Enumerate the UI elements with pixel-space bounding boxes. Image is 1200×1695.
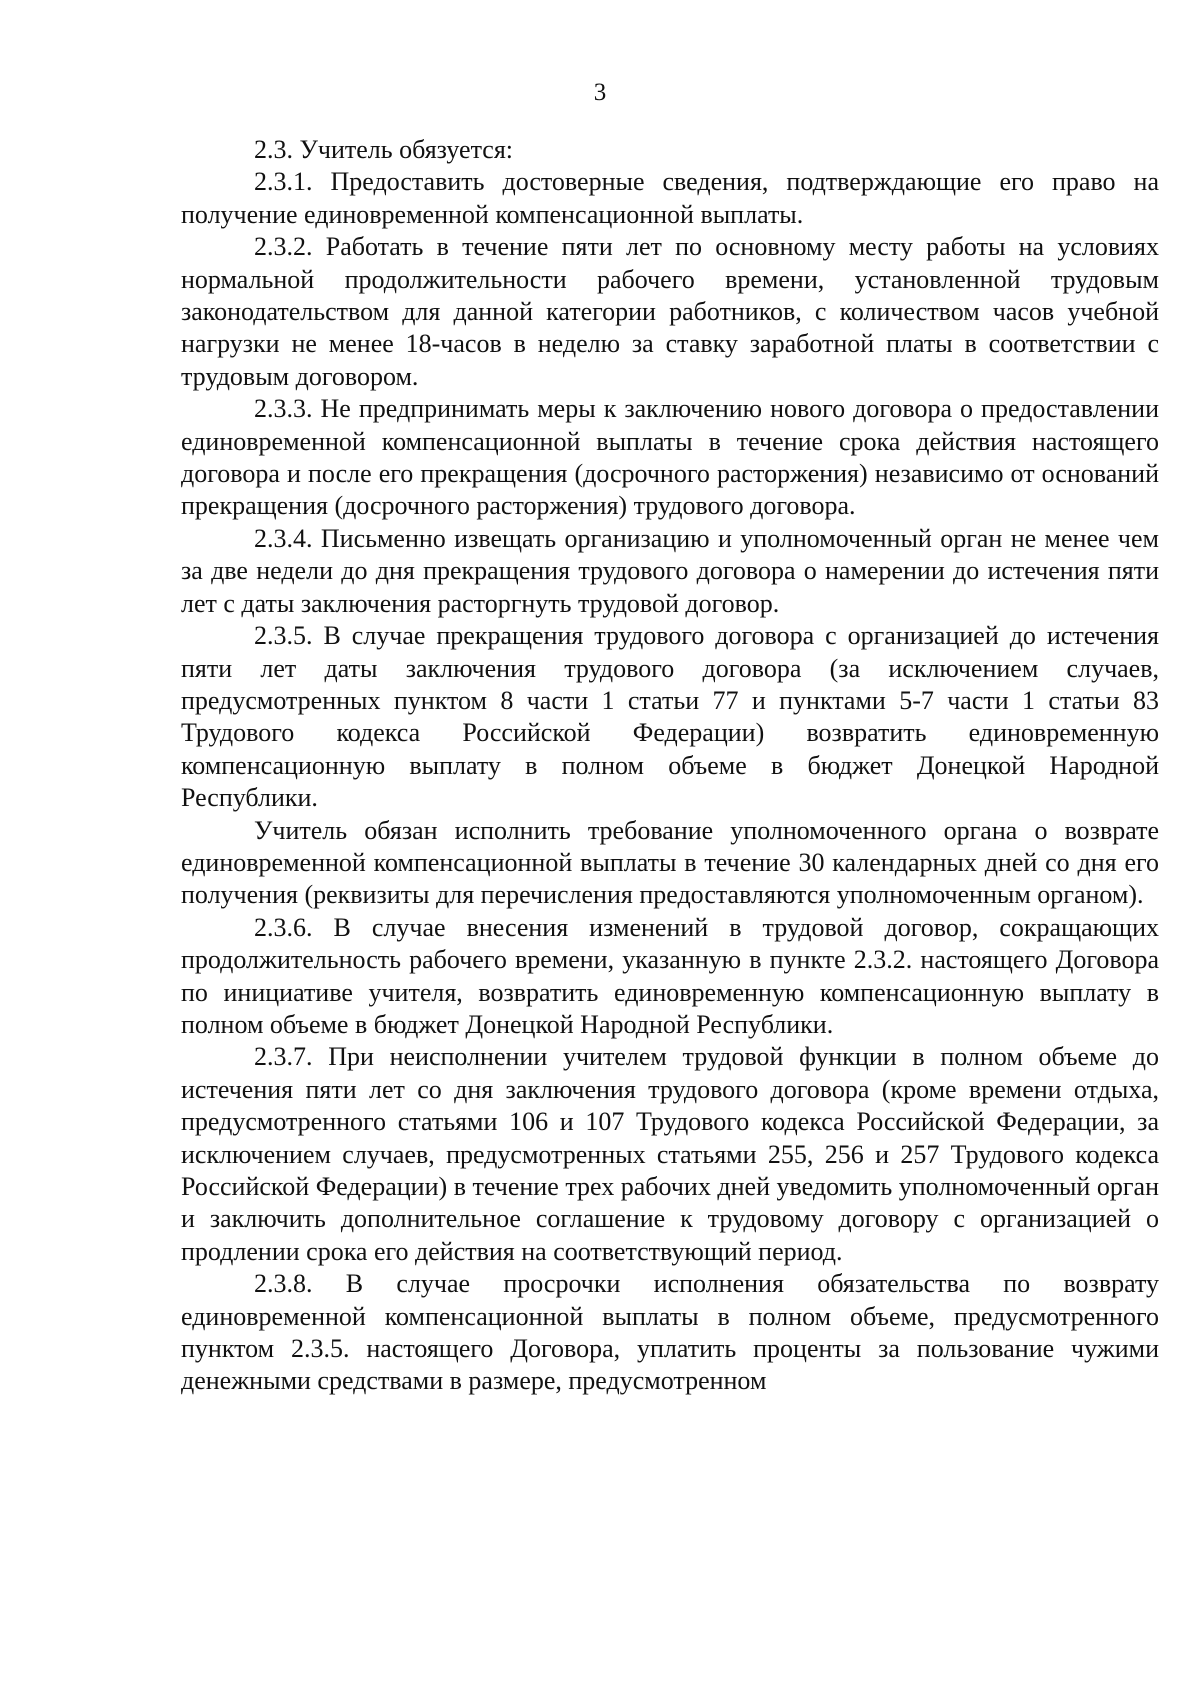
paragraph-2-3-2: 2.3.2. Работать в течение пяти лет по основному месту работы на условиях нормальной продолжительности рабочего времени, установленной трудовым законодательством для данной категории работников, с количеством часов учебной нагрузки не менее 18-часов в неделю за ставку заработной платы в соответствии с трудовым договором. — [181, 232, 1159, 391]
paragraph-teacher-obligation: Учитель обязан исполнить требование уполномоченного органа о возврате единовременной компенсационной выплаты в течение 30 календарных дней со дня его получения (реквизиты для перечисления предоставляются уполномоченным органом). — [181, 815, 1159, 910]
paragraph-2-3-4: 2.3.4. Письменно извещать организацию и уполномоченный орган не менее чем за две недели до дня прекращения трудового договора о намерении до истечения пяти лет с даты заключения расторгнуть трудовой договор. — [181, 523, 1159, 618]
paragraph-2-3-6: 2.3.6. В случае внесения изменений в трудовой договор, сокращающих продолжительность рабочего времени, указанную в пункте 2.3.2. настоящего Договора по инициативе учителя, возвратить единовременную компенсационную выплату в полном объеме в бюджет Донецкой Народной Республики. — [181, 912, 1159, 1039]
paragraph-2-3-8: 2.3.8. В случае просрочки исполнения обязательства по возврату единовременной компенсационной выплаты в полном объеме, предусмотренного пунктом 2.3.5. настоящего Договора, уплатить проценты за пользование чужими денежными средствами в размере, предусмотренном — [181, 1269, 1159, 1396]
document-body — [181, 134, 1159, 1398]
paragraph-2-3-3: 2.3.3. Не предпринимать меры к заключению нового договора о предоставлении единовременной компенсационной выплаты в течение срока действия настоящего договора и после его прекращения (досрочного расторжения) независимо от оснований прекращения (досрочного расторжения) трудового договора. — [181, 394, 1159, 521]
paragraph-2-3-1: 2.3.1. Предоставить достоверные сведения, подтверждающие его право на получение единовременной компенсационной выплаты. — [181, 167, 1159, 229]
page-number: 3 — [593, 79, 607, 106]
paragraph-2-3: 2.3. Учитель обязуется: — [254, 135, 513, 164]
paragraph-2-3-5: 2.3.5. В случае прекращения трудового договора с организацией до истечения пяти лет даты заключения трудового договора (за исключением случаев, предусмотренных пунктом 8 части 1 статьи 77 и пунктами 5-7 части 1 статьи 83 Трудового кодекса Российской Федерации) возвратить единовременную компенсационную выплату в полном объеме в бюджет Донецкой Народной Республики. — [181, 621, 1159, 813]
paragraph-2-3-7: 2.3.7. При неисполнении учителем трудовой функции в полном объеме до истечения пяти лет со дня заключения трудового договора (кроме времени отдыха, предусмотренного статьями 106 и 107 Трудового кодекса Российской Федерации, за исключением случаев, предусмотренных статьями 255, 256 и 257 Трудового кодекса Российской Федерации) в течение трех рабочих дней уведомить уполномоченный орган и заключить дополнительное соглашение к трудовому договору с организацией о продлении срока его действия на соответствующий период. — [181, 1042, 1159, 1266]
